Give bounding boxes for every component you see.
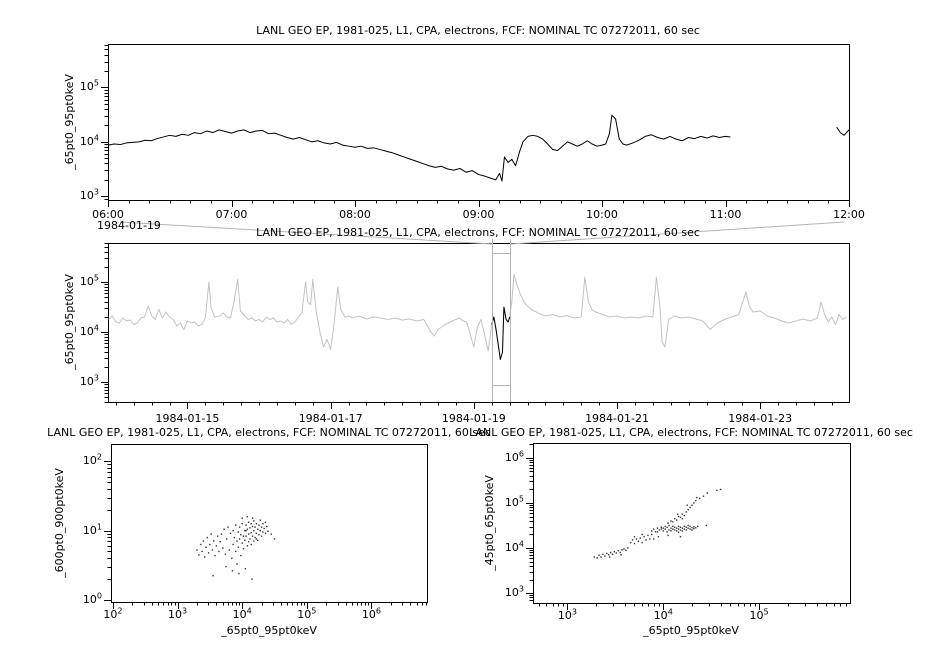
x-tick-label: $10^2$ (103, 606, 123, 621)
y-tick-label: $10^6$ (504, 449, 524, 464)
scatter-right-plot-area[interactable] (533, 443, 850, 603)
scatter-right-x-axis-label: _65pt0_95pt0keV (643, 624, 739, 637)
x-tick-label: 1984-01-15 (155, 412, 220, 425)
scatter-left-plot-title: LANL GEO EP, 1981-025, L1, CPA, electrons, FCF: NOMINAL TC 07272011, 60 sec (47, 426, 491, 439)
y-tick-label: $10^4$ (79, 133, 99, 148)
x-tick-label: 12:00 (833, 208, 865, 221)
top-axis-context-date: 1984-01-19 (97, 219, 161, 232)
y-tick-label: $10^4$ (79, 323, 99, 338)
x-tick-label: $10^6$ (361, 606, 381, 621)
overview-plot-title: LANL GEO EP, 1981-025, L1, CPA, electrons, FCF: NOMINAL TC 07272011, 60 sec (256, 226, 700, 239)
x-tick-label: $10^4$ (232, 606, 252, 621)
top-plot-area[interactable] (108, 44, 849, 200)
scatter-right-y-axis-label: _45pt0_65pt0keV (483, 475, 496, 571)
y-tick-label: $10^1$ (82, 521, 102, 537)
scatter-left-plot-area[interactable] (111, 444, 427, 602)
x-tick-label: 1984-01-21 (585, 412, 649, 425)
x-tick-label: 07:00 (215, 208, 248, 221)
overview-plot-area[interactable] (108, 243, 849, 402)
y-tick-label: $10^5$ (79, 78, 99, 94)
x-tick-label: $10^5$ (297, 606, 317, 621)
context-selection-box[interactable] (492, 243, 510, 402)
scatter-left-y-axis-label: _600pt0_900pt0keV (53, 468, 66, 578)
x-tick-label: 11:00 (709, 208, 742, 221)
overview-y-axis-label: _65pt0_95pt0keV (63, 274, 76, 370)
x-tick-label: 1984-01-17 (298, 412, 363, 425)
x-tick-label: 09:00 (462, 208, 495, 221)
scatter-left-x-axis-label: _65pt0_95pt0keV (221, 624, 317, 637)
x-tick-label: 1984-01-19 (441, 412, 506, 425)
y-tick-label: $10^3$ (79, 187, 99, 203)
x-tick-label: 06:00 (92, 208, 124, 221)
x-tick-label: $10^4$ (653, 607, 673, 622)
x-tick-label: 10:00 (586, 208, 618, 221)
y-tick-label: $10^2$ (82, 452, 102, 468)
x-tick-label: $10^3$ (557, 607, 578, 622)
x-tick-label: $10^5$ (749, 607, 769, 622)
y-tick-label: $10^5$ (504, 494, 524, 509)
scatter-right-plot-title: LANL GEO EP, 1981-025, L1, CPA, electrons, FCF: NOMINAL TC 07272011, 60 sec (469, 426, 913, 439)
x-tick-label: 1984-01-23 (728, 412, 793, 425)
y-tick-label: $10^4$ (504, 539, 524, 554)
top-plot-title: LANL GEO EP, 1981-025, L1, CPA, electrons, FCF: NOMINAL TC 07272011, 60 sec (256, 24, 700, 37)
top-y-axis-label: _65pt0_95pt0keV (63, 74, 76, 170)
y-tick-label: $10^3$ (504, 584, 524, 600)
x-tick-label: $10^3$ (168, 606, 188, 621)
y-tick-label: $10^0$ (82, 591, 102, 606)
y-tick-label: $10^5$ (79, 273, 99, 288)
y-tick-label: $10^3$ (79, 373, 99, 388)
x-tick-label: 08:00 (339, 208, 371, 221)
